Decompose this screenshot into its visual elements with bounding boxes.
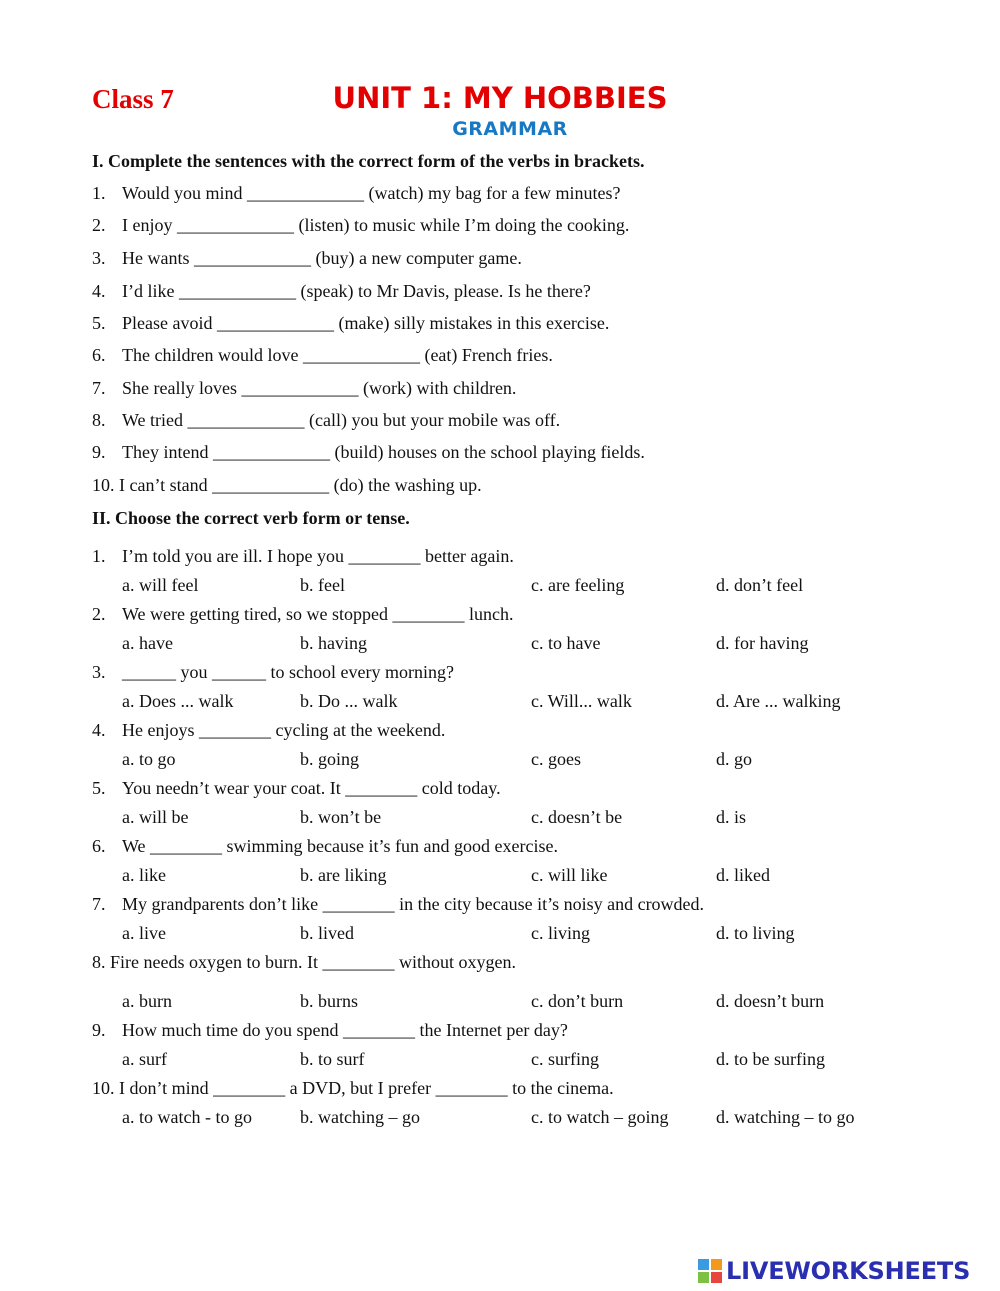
item-number: 2. xyxy=(92,215,106,235)
option-c: c. to watch – going xyxy=(531,1107,669,1127)
option-c: c. are feeling xyxy=(531,575,625,595)
page-title: UNIT 1: MY HOBBIES xyxy=(332,81,668,115)
option-a: a. live xyxy=(122,923,166,943)
item-text: They intend _____________ (build) houses on the school playing fields. xyxy=(122,442,645,462)
logo-text: LIVEWORKSHEETS xyxy=(726,1257,971,1285)
option-d: d. watching – to go xyxy=(716,1107,855,1127)
exercise-1-item xyxy=(92,410,560,431)
option-d: d. Are ... walking xyxy=(716,691,841,711)
section-2-heading: II. Choose the correct verb form or tense. xyxy=(92,508,410,528)
option-c: c. to have xyxy=(531,633,601,653)
liveworksheets-logo[interactable] xyxy=(698,1256,970,1286)
option-b: b. having xyxy=(300,633,367,653)
option-d: d. don’t feel xyxy=(716,575,804,595)
question-text: He enjoys ________ cycling at the weekend. xyxy=(122,720,446,740)
item-number: 9. xyxy=(92,442,106,462)
option-d: d. to be surfing xyxy=(716,1049,825,1069)
question-number: 8. xyxy=(92,952,106,972)
exercise-1-item xyxy=(92,215,629,236)
exercise-1-item xyxy=(92,475,482,496)
option-b: b. to surf xyxy=(300,1049,365,1069)
logo-block xyxy=(711,1259,722,1270)
option-b: b. watching – go xyxy=(300,1107,420,1127)
exercise-1-item xyxy=(92,183,620,204)
exercise-1-item xyxy=(92,248,522,269)
question xyxy=(92,952,516,973)
question-number: 10. xyxy=(92,1078,115,1098)
item-number: 4. xyxy=(92,281,106,301)
option-c: c. doesn’t be xyxy=(531,807,623,827)
option-a: a. to go xyxy=(122,749,176,769)
question xyxy=(92,662,454,683)
question xyxy=(92,894,704,915)
question xyxy=(92,836,558,857)
option-a: a. Does ... walk xyxy=(122,691,234,711)
exercise-1-item xyxy=(92,345,553,366)
option-a: a. will be xyxy=(122,807,189,827)
option-b: b. won’t be xyxy=(300,807,382,827)
item-text: He wants _____________ (buy) a new computer game. xyxy=(122,248,522,268)
option-a: a. surf xyxy=(122,1049,167,1069)
option-d: d. for having xyxy=(716,633,809,653)
question xyxy=(92,1020,568,1041)
question-text: You needn’t wear your coat. It ________ cold today. xyxy=(122,778,501,798)
question-number: 9. xyxy=(92,1020,106,1040)
item-text: She really loves _____________ (work) with children. xyxy=(122,378,517,398)
option-d: d. go xyxy=(716,749,752,769)
item-text: I’d like _____________ (speak) to Mr Davis, please. Is he there? xyxy=(122,281,591,301)
page-subtitle: GRAMMAR xyxy=(452,118,568,140)
option-c: c. surfing xyxy=(531,1049,599,1069)
item-number: 6. xyxy=(92,345,106,365)
logo-block xyxy=(711,1272,722,1283)
option-a: a. burn xyxy=(122,991,172,1011)
question-text: Fire needs oxygen to burn. It ________ without oxygen. xyxy=(110,952,516,972)
option-d: d. liked xyxy=(716,865,770,885)
option-b: b. feel xyxy=(300,575,345,595)
question-number: 4. xyxy=(92,720,106,740)
item-number: 1. xyxy=(92,183,106,203)
question xyxy=(92,546,514,567)
question-text: I’m told you are ill. I hope you ________ better again. xyxy=(122,546,514,566)
item-text: I can’t stand _____________ (do) the washing up. xyxy=(119,475,482,495)
logo-blocks-icon xyxy=(698,1259,722,1283)
question xyxy=(92,778,501,799)
logo-block xyxy=(698,1272,709,1283)
option-b: b. lived xyxy=(300,923,354,943)
question-number: 6. xyxy=(92,836,106,856)
option-b: b. Do ... walk xyxy=(300,691,398,711)
option-a: a. will feel xyxy=(122,575,199,595)
option-b: b. burns xyxy=(300,991,358,1011)
question-text: How much time do you spend ________ the Internet per day? xyxy=(122,1020,568,1040)
option-d: d. to living xyxy=(716,923,795,943)
question xyxy=(92,720,445,741)
item-text: Would you mind _____________ (watch) my bag for a few minutes? xyxy=(122,183,621,203)
item-number: 10. xyxy=(92,475,115,495)
item-text: We tried _____________ (call) you but your mobile was off. xyxy=(122,410,561,430)
option-a: a. have xyxy=(122,633,173,653)
option-d: d. doesn’t burn xyxy=(716,991,825,1011)
item-number: 3. xyxy=(92,248,106,268)
item-text: The children would love _____________ (eat) French fries. xyxy=(122,345,553,365)
question-number: 7. xyxy=(92,894,106,914)
item-number: 5. xyxy=(92,313,106,333)
section-1-heading: I. Complete the sentences with the correct form of the verbs in brackets. xyxy=(92,151,645,171)
logo-block xyxy=(698,1259,709,1270)
option-c: c. will like xyxy=(531,865,608,885)
option-b: b. going xyxy=(300,749,360,769)
question-text: We were getting tired, so we stopped ________ lunch. xyxy=(122,604,514,624)
question xyxy=(92,1078,614,1099)
question-text: We ________ swimming because it’s fun and good exercise. xyxy=(122,836,558,856)
item-text: Please avoid _____________ (make) silly mistakes in this exercise. xyxy=(122,313,610,333)
option-a: a. to watch - to go xyxy=(122,1107,252,1127)
exercise-1-item xyxy=(92,378,516,399)
exercise-1-item xyxy=(92,442,645,463)
question xyxy=(92,604,513,625)
option-c: c. living xyxy=(531,923,590,943)
exercise-1-item xyxy=(92,281,591,302)
question-number: 1. xyxy=(92,546,106,566)
class-label: Class 7 xyxy=(92,84,174,114)
option-c: c. Will... walk xyxy=(531,691,632,711)
question-text: ______ you ______ to school every morning? xyxy=(122,662,454,682)
option-c: c. goes xyxy=(531,749,581,769)
item-number: 8. xyxy=(92,410,106,430)
item-number: 7. xyxy=(92,378,106,398)
question-number: 5. xyxy=(92,778,106,798)
option-b: b. are liking xyxy=(300,865,387,885)
question-number: 3. xyxy=(92,662,106,682)
option-d: d. is xyxy=(716,807,747,827)
question-number: 2. xyxy=(92,604,106,624)
question-text: My grandparents don’t like ________ in the city because it’s noisy and crowded. xyxy=(122,894,705,914)
exercise-1-item xyxy=(92,313,609,334)
item-text: I enjoy _____________ (listen) to music while I’m doing the cooking. xyxy=(122,215,630,235)
option-c: c. don’t burn xyxy=(531,991,624,1011)
option-a: a. like xyxy=(122,865,166,885)
question-text: I don’t mind ________ a DVD, but I prefer ________ to the cinema. xyxy=(119,1078,614,1098)
